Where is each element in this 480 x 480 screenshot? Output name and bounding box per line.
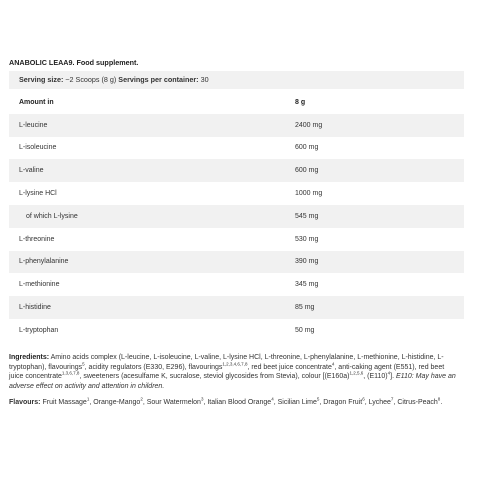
table-row (9, 182, 464, 205)
footnote-marker: 6 (362, 396, 365, 402)
table-row (9, 205, 464, 228)
amino-acid-name: L-isoleucine (19, 144, 57, 152)
flavours-paragraph: Flavours: Fruit Massage$^1$, Orange-Mango$^2$, Sour Watermelon$^3$, Italian Blood Orange$^4$, Sicilian Lime$^5$, Dragon Fruit$^6$, Lychee$^7$, Citrus-Peach$^8$. (9, 396, 443, 406)
amino-acid-name: L-lysine HCl (19, 190, 57, 198)
servings-per-container-label: Servings per container: (118, 75, 199, 84)
ingredients-text: , acidity regulators (E330, E296), flavourings (84, 363, 223, 371)
footnote-marker: 3 (200, 396, 204, 402)
footnote-marker: 4 (271, 396, 274, 402)
header-value-cell: 8 g (295, 98, 306, 106)
footnote-marker: 1,2,3,4,6,7,8 (222, 361, 248, 367)
amino-acid-amount: 1000 mg (295, 190, 323, 198)
amino-acid-amount: 85 mg (295, 296, 464, 319)
amino-acid-amount: 600 mg (295, 144, 319, 152)
amino-acid-amount: 50 mg (295, 326, 315, 334)
footnote-marker: 4 (387, 370, 391, 376)
amino-acid-amount: 530 mg (295, 235, 319, 243)
ingredients-text: , sweeteners (acesulfame K, sucralose, steviol glycosides from Stevia), colour [(E160a) (79, 373, 350, 381)
amino-acid-name: L-methionine (19, 281, 60, 289)
table-row (9, 159, 464, 182)
ingredients-label: Ingredients: (9, 354, 50, 361)
footnote-marker: 1,2,5,6 (349, 370, 364, 376)
amino-acid-name: L-valine (9, 159, 295, 182)
footnote-marker: 7 (390, 396, 394, 402)
flavour-item: Dragon Fruit (323, 399, 363, 406)
table-row (9, 273, 464, 296)
footnote-marker: 1,3,6,7,8 (61, 370, 80, 376)
footnote-marker: 5 (82, 361, 85, 367)
amino-acid-amount: 345 mg (295, 281, 319, 289)
flavour-item: Citrus-Peach (397, 399, 438, 406)
table-row (9, 296, 464, 319)
flavour-item: Orange-Mango (93, 399, 141, 406)
serving-size-label: Serving size: (19, 75, 64, 84)
amino-acid-amount: 2400 mg (295, 114, 464, 137)
product-title: ANABOLIC LEAA9. Food supplement. (9, 58, 139, 67)
serving-size-value: ~2 Scoops (8 g) (65, 75, 117, 84)
footnote-marker: 2 (140, 396, 143, 402)
ingredients-text: , (E110) (363, 373, 388, 381)
table-row (9, 137, 464, 160)
e110-warning: E110: May have an adverse effect on activity and attention in children. (9, 373, 456, 390)
amino-acid-name: L-threonine (19, 235, 55, 243)
amino-acid-name: L-histidine (9, 296, 295, 319)
amino-acid-amount: 390 mg (295, 251, 464, 274)
ingredients-text: , red beet juice concentrate (247, 363, 332, 371)
table-row (9, 251, 464, 274)
amino-acid-name: L-tryptophan (19, 326, 59, 334)
amino-acid-amount: 545 mg (295, 205, 464, 228)
flavour-item: Fruit Massage (42, 399, 87, 406)
header-name-cell: Amount in (19, 98, 54, 106)
footnote-marker: 8 (437, 396, 441, 402)
table-row (9, 228, 464, 251)
ingredients-text: ]. (390, 373, 396, 381)
flavour-item: Sicilian Lime (277, 399, 317, 406)
ingredients-text: Amino acids complex (L-leucine, L-isoleucine, L-valine, L-lysine HCl, L-threonine, L-phenylalanine, L-methionine, L-histidine, L-tryptophan), flavourings (9, 354, 444, 371)
footnote-marker: 4 (331, 361, 335, 367)
footnote-marker: 5 (316, 396, 320, 402)
flavour-item: Sour Watermelon (146, 399, 201, 406)
flavours-label: Flavours: (9, 399, 41, 406)
ingredients-text: , anti-caking agent (E551), red beet juice concentrate (9, 363, 445, 381)
flavour-item: Italian Blood Orange (207, 399, 272, 406)
amino-acid-name: of which L-lysine (9, 205, 295, 228)
flavour-item: Lychee (368, 399, 391, 406)
amino-acid-amount: 600 mg (295, 159, 464, 182)
serving-info (9, 71, 464, 89)
table-row (9, 114, 464, 137)
table-row (9, 319, 464, 342)
table-header-row (9, 91, 464, 114)
servings-per-container-value: 30 (200, 75, 209, 84)
amino-acid-name: L-phenylalanine (9, 251, 295, 274)
ingredients-paragraph (9, 353, 457, 391)
footnote-marker: 1 (86, 396, 90, 402)
amino-acid-name: L-leucine (9, 114, 295, 137)
nutrition-table (9, 91, 464, 342)
